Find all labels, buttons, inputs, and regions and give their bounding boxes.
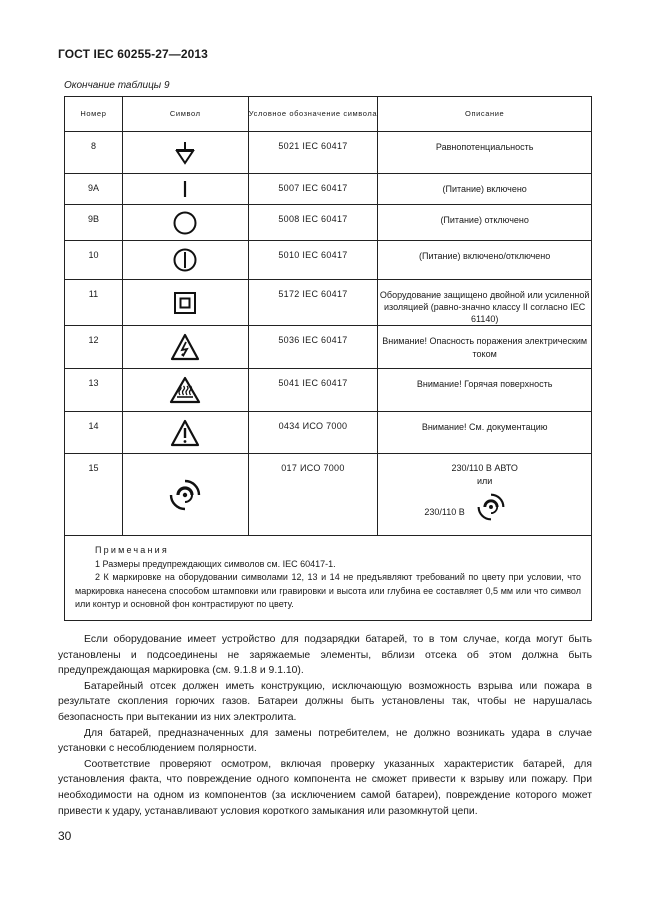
symbols-table <box>64 96 592 621</box>
caution-documentation-icon <box>170 419 200 447</box>
power-off-icon <box>172 210 198 236</box>
symbol-description: Равнопотенциальность <box>378 132 592 174</box>
row-number: 15 <box>65 454 123 536</box>
voltage-auto-label: 230/110 В АВТО <box>451 463 518 474</box>
symbol-description <box>378 454 592 536</box>
symbol-code: 5021 IEC 60417 <box>248 132 378 174</box>
table-caption: Окончание таблицы 9 <box>64 80 170 91</box>
symbol-code: 5008 IEC 60417 <box>248 205 378 241</box>
symbol-code: 5010 IEC 60417 <box>248 241 378 280</box>
row-number: 8 <box>65 132 123 174</box>
symbol-description: Внимание! Опасность поражения электрическим током <box>378 326 592 369</box>
paragraph: Батарейный отсек должен иметь конструкцию, исключающую возможность взрыва или пожара в результате скопления горючих газов. Батареи должны быть установлены так, чтобы не нарушалась безопасность при вытекании из них электролита. <box>58 680 592 723</box>
table-row <box>65 369 592 412</box>
note-item: 2 К маркировке на оборудовании символами 12, 13 и 14 не предъявляют требований по цвету при условии, что маркировка нанесена способом штамповки или гравировки и высота или глубина ее составляет 0,5 мм или что символ или контур и основной фон контрастируют по цвету. <box>75 572 581 610</box>
row-number: 9А <box>65 174 123 205</box>
table-row <box>65 241 592 280</box>
table-row <box>65 174 592 205</box>
symbol-code: 5041 IEC 60417 <box>248 369 378 412</box>
or-label: или <box>477 476 493 487</box>
electric-shock-warning-icon <box>170 333 200 361</box>
table-row <box>65 132 592 174</box>
col-header-description: Описание <box>378 97 592 132</box>
symbol-code: 5007 IEC 60417 <box>248 174 378 205</box>
double-insulation-icon <box>173 291 197 315</box>
document-header: ГОСТ IEC 60255-27—2013 <box>58 47 208 61</box>
symbol-code: 017 ИСО 7000 <box>248 454 378 536</box>
table-header-row <box>65 97 592 132</box>
paragraph: Если оборудование имеет устройство для подзарядки батарей, то в том случае, когда могут быть установлены и подсоединены не заряжаемые элементы, вблизи отсека об этом должна быть предупреждающая маркировка (см. 9.1.8 и 9.1.10). <box>58 634 592 677</box>
symbol-code: 0434 ИСО 7000 <box>248 412 378 454</box>
body-text <box>58 632 592 819</box>
power-on-icon <box>180 180 190 198</box>
symbol-description: (Питание) включено/отключено <box>378 241 592 280</box>
table-row <box>65 205 592 241</box>
spiral-auto-icon <box>168 478 202 512</box>
table-row <box>65 412 592 454</box>
row-number: 13 <box>65 369 123 412</box>
note-item: 1 Размеры предупреждающих символов см. IEC 60417-1. <box>95 558 336 569</box>
symbol-description: (Питание) включено <box>378 174 592 205</box>
symbol-description: Внимание! Горячая поверхность <box>378 369 592 412</box>
symbol-description: Оборудование защищено двойной или усиленной изоляцией (равно-значно классу II согласно IEC 61140) <box>378 280 592 326</box>
col-header-code: Условное обозначение символа <box>248 97 378 132</box>
power-on-off-icon <box>172 247 198 273</box>
row-number: 12 <box>65 326 123 369</box>
col-header-number: Номер <box>65 97 123 132</box>
symbol-code: 5036 IEC 60417 <box>248 326 378 369</box>
notes-title: Примечания <box>95 545 169 556</box>
row-number: 10 <box>65 241 123 280</box>
symbol-code: 5172 IEC 60417 <box>248 280 378 326</box>
row-number: 14 <box>65 412 123 454</box>
paragraph: Соответствие проверяют осмотром, включая проверку указанных характеристик батарей, для установления факта, что повреждение одного компонента не сможет привести к взрыву или пожару. При необходимости на одном из компонентов (за исключением самой батареи), повреждение которого может привести к удару, устанавливают условия короткого замыкания или разомкнутой цепи. <box>58 758 592 817</box>
voltage-label: 230/110 В <box>424 507 465 518</box>
table-row <box>65 326 592 369</box>
row-number: 9В <box>65 205 123 241</box>
page-number: 30 <box>58 829 72 843</box>
table-row <box>65 280 592 326</box>
col-header-symbol: Символ <box>122 97 248 132</box>
row-number: 11 <box>65 280 123 326</box>
table-row <box>65 454 592 536</box>
symbol-description: Внимание! См. документацию <box>378 412 592 454</box>
spiral-icon <box>476 492 506 522</box>
symbol-description: (Питание) отключено <box>378 205 592 241</box>
hot-surface-warning-icon <box>169 376 201 404</box>
paragraph: Для батарей, предназначенных для замены потребителем, не должно возникать удара в случае установки с несоблюдением полярности. <box>58 727 592 755</box>
equipotentiality-icon <box>173 141 197 165</box>
notes-row <box>65 536 592 621</box>
